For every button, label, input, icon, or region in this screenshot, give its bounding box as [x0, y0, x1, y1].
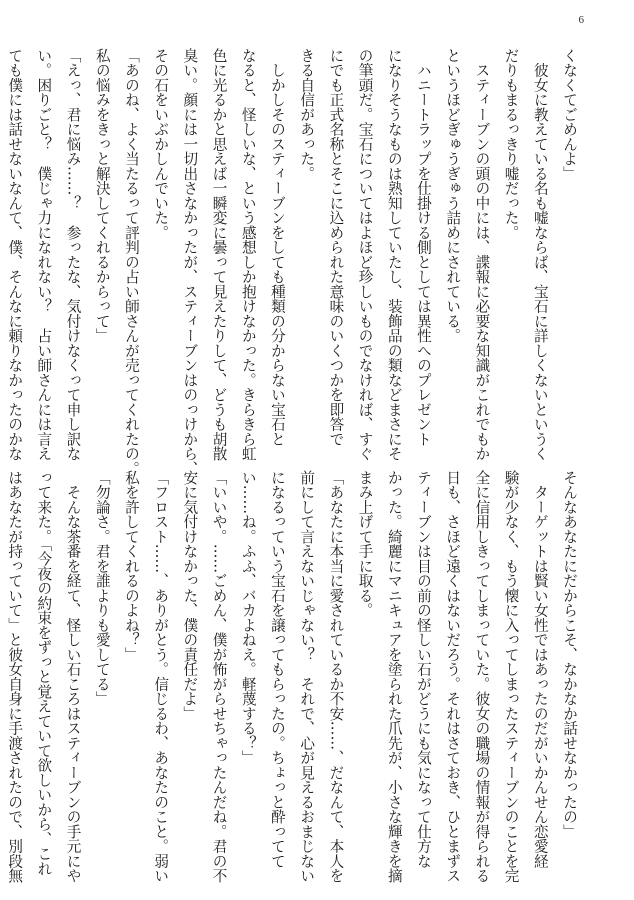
text-line: しかしそのスティーブンをしても種類の分からない宝石と [268, 48, 286, 447]
text-line: 験が少なく、もう懐に入ってしまったスティーブンのことを完 [502, 470, 520, 883]
text-line: 日も、さほど遠くはないだろう。それはさておき、ひとまずス [444, 470, 462, 883]
text-line: 安に気付けなかった、僕の責任だよ」 [181, 470, 199, 721]
text-line: 全に信用しきってしまっていた。彼女の職場の情報が得られる [473, 470, 491, 883]
text-line: になるっていう宝石を譲ってもらったの。ちょっと酔ってて [268, 470, 286, 869]
text-line: そんなあなたにだからこそ、なかなか話せなかったの」 [561, 470, 578, 839]
text-line: の筆頭だ。宝石についてはよほど珍しいものでなければ、すぐ [356, 48, 374, 461]
text-line: まみ上げて手に取る。 [356, 470, 374, 618]
text-line: なると、怪しいな、という感想しか抱けなかった。きらきら虹 [239, 48, 257, 461]
text-line: 彼女に教えている名も嘘ならば、宝石に詳しくないというく [531, 48, 549, 461]
text-line: 私の悩みをきっと解決してくれるからって」 [93, 48, 111, 343]
text-line: 色に光るかと思えば一瞬変に曇って見えたりして、どうも胡散 [210, 48, 228, 461]
text-line: スティーブンの頭の中には、諜報に必要な知識がこれでもか [473, 48, 491, 461]
text-line: きる自信があった。 [298, 48, 316, 181]
text-line: ても僕には話せないなんて、僕、そんなに頼りなかったのかな [6, 48, 24, 461]
text-line: 「勿論さ。君を誰よりも愛してる」 [93, 470, 111, 706]
text-line: 「いいや。……ごめん、僕が怖がらせちゃったんだね。君の不 [210, 470, 228, 883]
text-line: 前にして言えないじゃない？ それで、心が見えるおまじない [298, 470, 316, 883]
text-line: ハニートラップを仕掛ける側としては異性へのプレゼント [414, 48, 432, 447]
text-line: 私を許してくれるのよね？」 [122, 470, 140, 662]
page-number: 6 [578, 14, 584, 26]
text-line: というほどぎゅうぎゅう詰めにされている。 [444, 48, 462, 343]
text-line: 「あのね、よく当たるって評判の占い師さんが売ってくれたの。 [122, 48, 140, 476]
text-line: そんな茶番を経て、怪しい石ころはスティーブンの手元にや [64, 470, 82, 883]
text-line: かった。綺麗にマニキュアを塗られた爪先が、小さな輝きを摘 [385, 470, 403, 883]
text-line: 「あなたに本当に愛されているか不安……、だなんて、本人を [327, 470, 345, 883]
text-line: はあなたが持っていて」と彼女自身に手渡されたので、別段無 [6, 470, 24, 883]
text-line: にでも正式名称とそこに込められた意味のいくつかを即答で [327, 48, 345, 447]
text-line: くなくてごめんよ」 [561, 48, 578, 181]
text-line: ターゲットは賢い女性ではあったのだがいかんせん恋愛経 [531, 470, 549, 869]
text-line: い。困りごと？ 僕じゃ力になれない？ 占い師さんには言え [35, 48, 53, 461]
text-line: 「えっ、君に悩み……？ 参ったな、気付けなくって申し訳な [64, 48, 82, 461]
text-line: 「フロスト……、ありがとう。信じるわ、あなたのこと。弱い [152, 470, 170, 883]
text-line: い……ね。ふふ、バカよねえ。軽蔑する？」 [239, 470, 257, 765]
text-line: って来た。「今夜の約束をずっと覚えていて欲しいから、これ [35, 470, 53, 876]
upper-text-block [6, 48, 584, 476]
text-line: だりもまるっきり嘘だった。 [502, 48, 520, 240]
text-line: 臭い。顔には一切出さなかったが、スティーブンはのっけから、 [181, 48, 199, 476]
text-line: その石をいぶかしんでいた。 [152, 48, 170, 240]
lower-text-block [6, 470, 584, 883]
text-line: ティーブンは目の前の怪しい石がどうにも気になって仕方な [414, 470, 432, 869]
text-line: になりそうなものは熟知していたし、装飾品の類などまさにそ [385, 48, 403, 461]
